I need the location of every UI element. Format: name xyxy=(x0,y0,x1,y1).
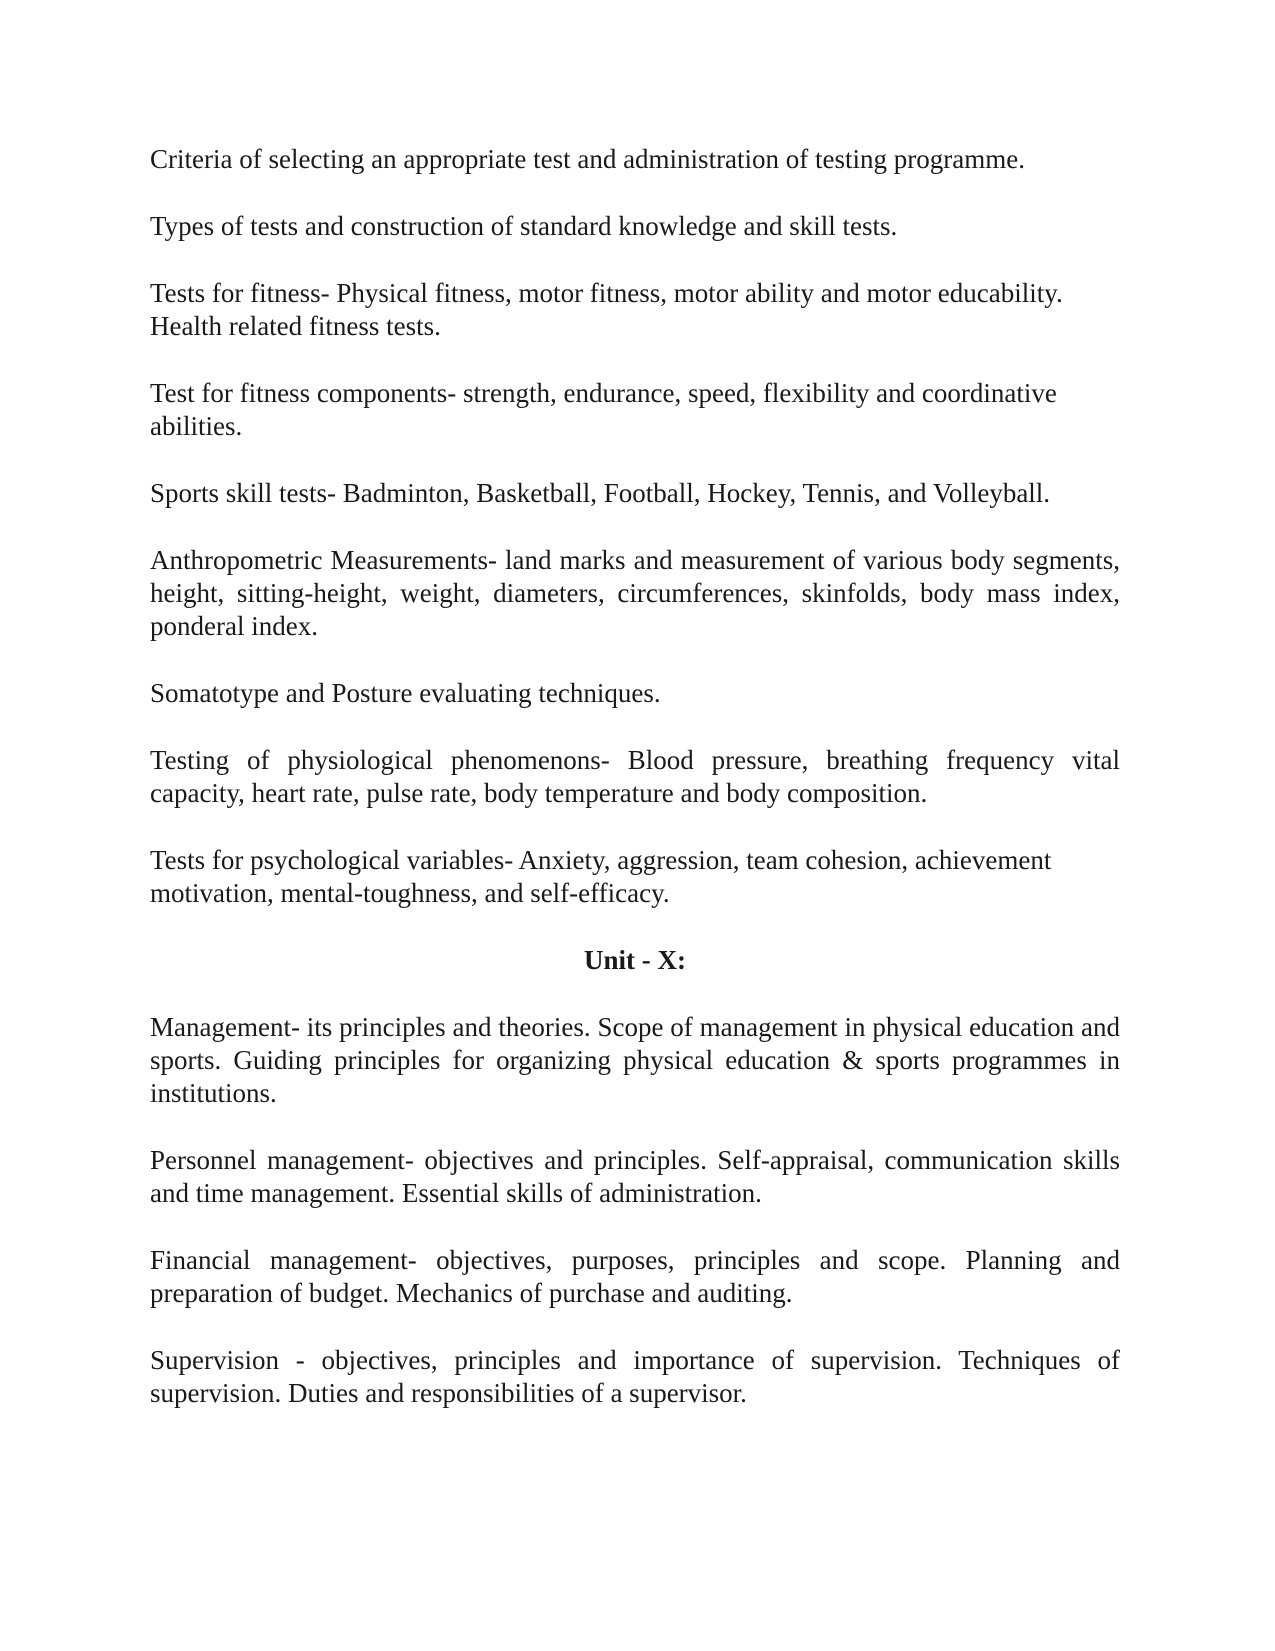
paragraph-test-selection-criteria: Criteria of selecting an appropriate test and administration of testing programme. xyxy=(150,144,1025,174)
paragraph-psychological-variables: Tests for psychological variables- Anxiety, aggression, team cohesion, achievement motivation, mental-toughness, and self-efficacy. xyxy=(150,845,1052,908)
paragraph-fitness-tests: Tests for fitness- Physical fitness, motor fitness, motor ability and motor educability. Health related fitness tests. xyxy=(150,278,1063,341)
paragraph-somatotype-posture: Somatotype and Posture evaluating techniques. xyxy=(150,678,661,708)
paragraph-fitness-components: Test for fitness components- strength, endurance, speed, flexibility and coordinative abilities. xyxy=(150,378,1057,441)
unit-heading: Unit - X: xyxy=(584,945,686,975)
document-page xyxy=(150,143,1120,1444)
paragraph-sports-skill-tests: Sports skill tests- Badminton, Basketball, Football, Hockey, Tennis, and Volleyball. xyxy=(150,478,1051,508)
paragraph-types-of-tests: Types of tests and construction of standard knowledge and skill tests. xyxy=(150,211,898,241)
paragraph-anthropometric-measurements: Anthropometric Measurements- land marks and measurement of various body segments, height, sitting-height, weight, diameters, circumferences, skinfolds, body mass index, ponderal index. xyxy=(150,545,1120,641)
paragraph-management: Management- its principles and theories. Scope of management in physical education and sports. Guiding principles for organizing physical education & sports programmes in institutions. xyxy=(150,1012,1120,1108)
paragraph-supervision: Supervision - objectives, principles and importance of supervision. Techniques of supervision. Duties and responsibilities of a supervisor. xyxy=(150,1345,1120,1408)
paragraph-financial-management: Financial management- objectives, purposes, principles and scope. Planning and preparation of budget. Mechanics of purchase and auditing. xyxy=(150,1245,1120,1308)
paragraph-physiological-testing: Testing of physiological phenomenons- Blood pressure, breathing frequency vital capacity, heart rate, pulse rate, body temperature and body composition. xyxy=(150,745,1120,808)
paragraph-personnel-management: Personnel management- objectives and principles. Self-appraisal, communication skills and time management. Essential skills of administration. xyxy=(150,1145,1120,1208)
